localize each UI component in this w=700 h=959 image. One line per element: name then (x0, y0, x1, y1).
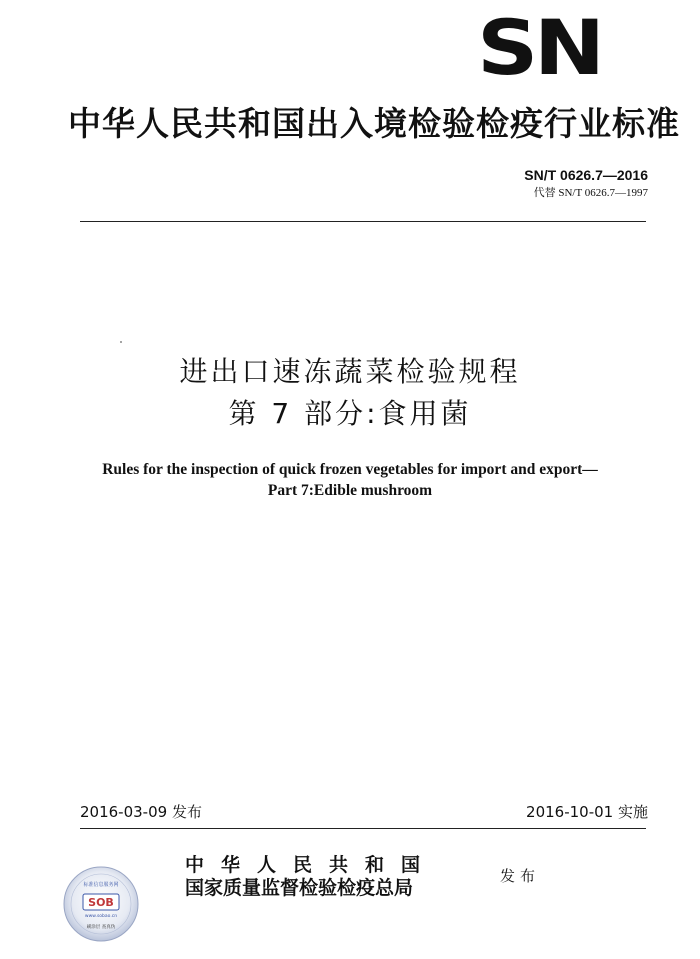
scan-speck (120, 341, 122, 343)
title-english-line-1: Rules for the inspection of quick frozen vegetables for import and export— (102, 461, 598, 478)
title-english-line-2: Part 7:Edible mushroom (267, 482, 433, 499)
bottom-divider (80, 828, 646, 829)
issued-by-label: 发布 (500, 867, 541, 885)
standard-number: SN/T 0626.7—2016 (524, 167, 648, 183)
sn-logo: SN (477, 3, 601, 92)
seal-site-text: www.sobao.cn (84, 914, 118, 919)
issue-date: 2016-03-09 发布 (80, 803, 202, 821)
top-divider (80, 221, 646, 222)
standard-type-heading: 中华人民共和国出入境检验检疫行业标准 (68, 104, 680, 143)
seal-center-text: SOB (88, 896, 114, 909)
standard-replaces: 代替 SN/T 0626.7—1997 (533, 187, 648, 199)
title-chinese-line-2: 第 7 部分:食用菌 (228, 397, 472, 430)
anti-counterfeit-seal (63, 866, 139, 942)
issuer-line-2: 国家质量监督检验检疫总局 (185, 877, 414, 899)
issuer-line-1: 中华人民共和国 (185, 854, 438, 876)
implementation-date: 2016-10-01 实施 (526, 803, 648, 821)
seal-ring-text: 标准信息服务网 (83, 882, 119, 888)
seal-bottom-text: 刷涂层 查真伪 (86, 925, 116, 930)
title-chinese-line-1: 进出口速冻蔬菜检验规程 (179, 355, 521, 388)
